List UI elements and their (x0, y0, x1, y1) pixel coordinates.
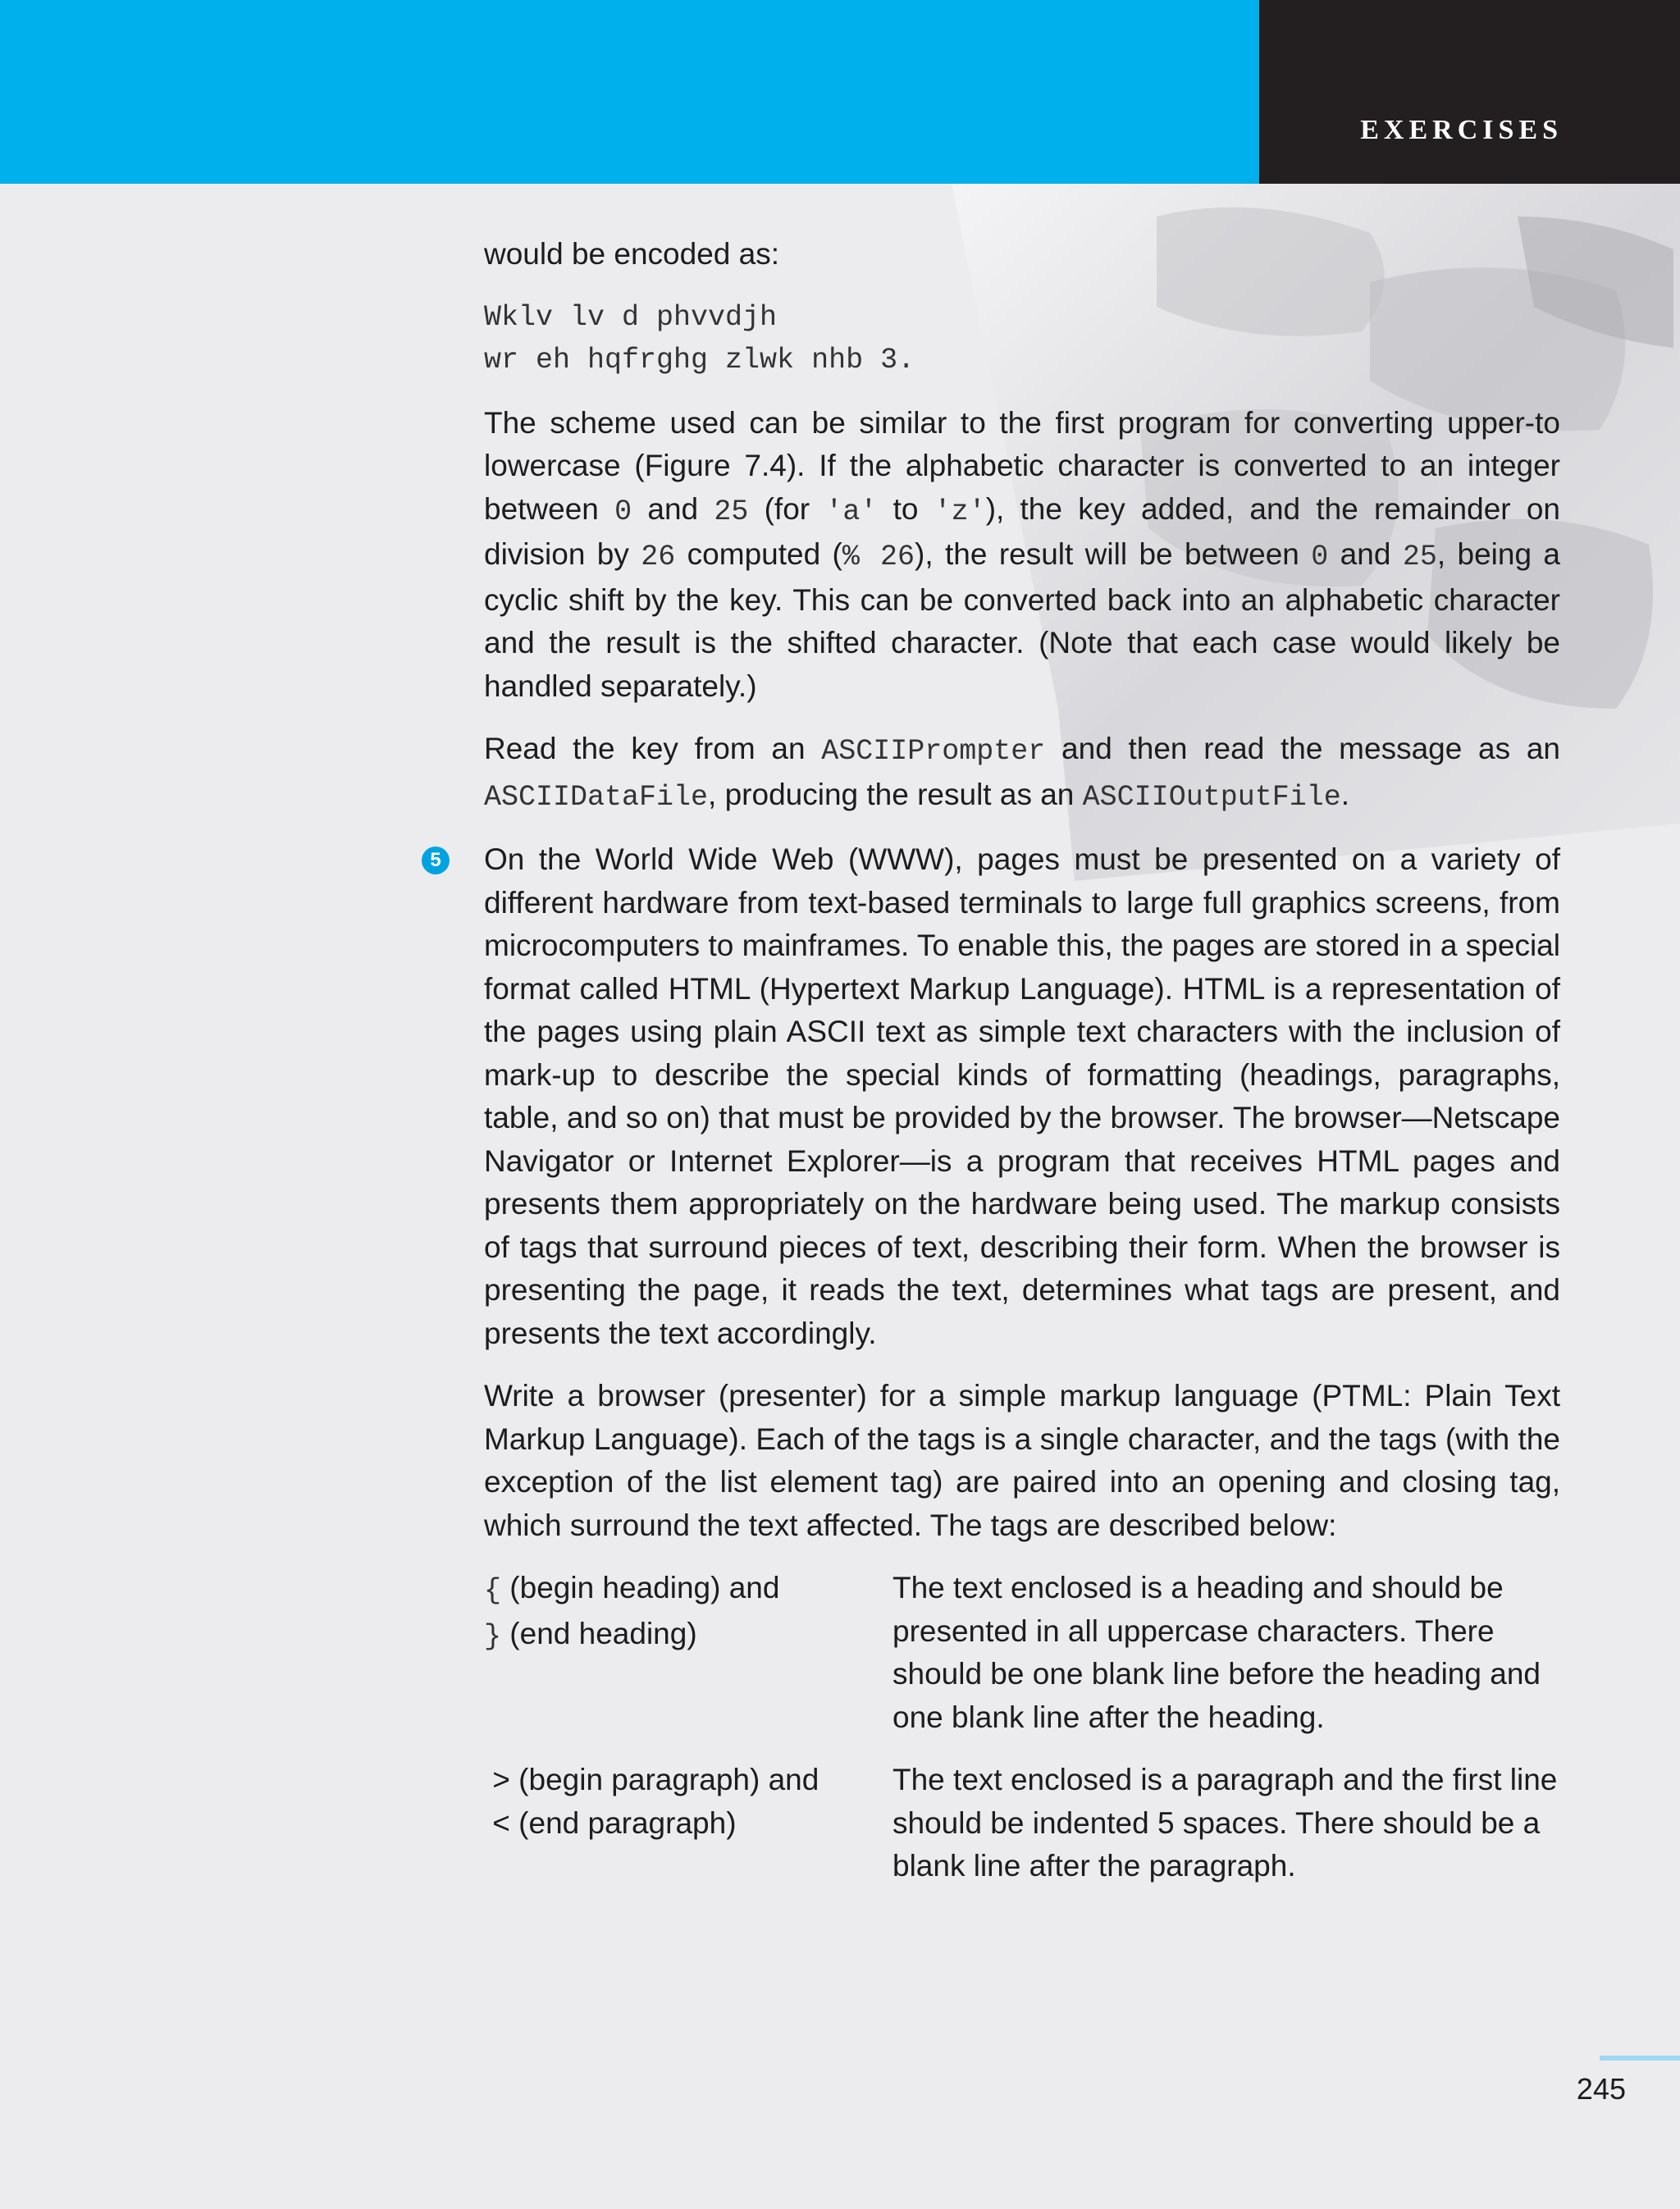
code-run: 'a' (825, 495, 878, 528)
text-run: ), the key added, and the remainder on division by (484, 491, 1560, 571)
page-content (430, 233, 1560, 1888)
tag-label: (end heading) (501, 1616, 697, 1650)
exercise-5-text: On the World Wide Web (WWW), pages must be presented on a variety of different hardware from text-based terminals to large full graphics screens, from microcomputers to mainframes. To enable this, the pages are stored in a special format called HTML (Hypertext Markup Language). HTML is a representation of the pages using plain ASCII text as simple text characters with the inclusion of mark-up to describe the special kinds of formatting (headings, paragraphs, table, and so on) that must be provided by the browser. The browser—Netscape Navigator or Internet Explorer—is a program that receives HTML pages and presents them appropriately on the hardware being used. The markup consists of tags that surround pieces of text, describing their form. When the browser is presenting the page, it reads the text, determines what tags are present, and presents the text accordingly. (484, 842, 1560, 1350)
header-blue-band (0, 0, 1259, 184)
text-run: Read the key from an (484, 732, 822, 765)
tag-label: (begin heading) and (501, 1571, 780, 1604)
tag-term-heading (484, 1567, 892, 1739)
scheme-paragraph (484, 402, 1560, 709)
section-label: EXERCISES (1360, 115, 1563, 145)
exercise-number-badge: 5 (422, 847, 450, 874)
page-number-rule (1600, 2056, 1680, 2061)
tag-label: (begin paragraph) and (509, 1763, 819, 1796)
text-run: . (1340, 777, 1350, 811)
text-run: (for (748, 491, 826, 526)
code-run: 26 (641, 541, 676, 573)
io-paragraph (484, 728, 1560, 819)
ptml-paragraph: Write a browser (presenter) for a simple markup language (PTML: Plain Text Markup Language). Each of the tags is a single character, and the tags (with the exception of the list element tag) are paired into an opening and closing tag, which surround the text affected. The tags are described below: (484, 1379, 1560, 1542)
code-run: 0 (1311, 541, 1329, 573)
text-run: computed ( (675, 537, 842, 571)
tag-symbol: } (484, 1619, 502, 1653)
tag-definitions (484, 1567, 1560, 1888)
code-run: ASCIIPrompter (821, 735, 1046, 768)
encoded-line-1: Wklv lv d phvvdjh (484, 300, 778, 334)
code-run: % 26 (842, 541, 915, 573)
tag-symbol: < (492, 1805, 510, 1840)
page-number: 245 (1576, 2072, 1626, 2106)
encoded-line-2: wr eh hqfrghg zlwk nhb 3. (484, 344, 915, 377)
code-run: 'z' (934, 495, 986, 528)
text-run: to (877, 491, 934, 526)
text-run: ), the result will be between (915, 537, 1312, 571)
text-run: and (1328, 537, 1403, 571)
encoded-example (484, 296, 1560, 382)
exercise-5 (430, 838, 1560, 1355)
code-run: ASCIIDataFile (484, 780, 709, 814)
tag-symbol: > (492, 1763, 510, 1796)
text-run: and then read the message as an (1045, 732, 1560, 765)
text-run: The scheme used can be similar to the first program for converting upper-to lowercase (Figure 7.4). If the alphabetic character is converted to an integer between (484, 405, 1560, 526)
tag-description-paragraph: The text enclosed is a paragraph and the first line should be indented 5 spaces. There should be a blank line after the paragraph. (892, 1763, 1558, 1883)
code-run: 25 (1402, 541, 1437, 573)
code-run: ASCIIOutputFile (1082, 780, 1341, 814)
intro-text: would be encoded as: (484, 237, 779, 271)
tag-symbol: { (484, 1574, 502, 1607)
tag-description-heading: The text enclosed is a heading and should be presented in all uppercase characters. There should be one blank line before the heading and one blank line after the heading. (892, 1571, 1541, 1734)
code-run: 0 (614, 495, 632, 528)
header-dark-band (1259, 0, 1680, 184)
text-run: and (632, 491, 714, 526)
text-run: , producing the result as an (708, 777, 1083, 811)
tag-term-paragraph (484, 1759, 892, 1888)
text-run: , being a cyclic shift by the key. This can be converted back into an alphabetic character and the result is the shifted character. (Note that each case would likely be handled separately.) (484, 537, 1560, 703)
tag-label: (end paragraph) (509, 1805, 737, 1840)
code-run: 25 (714, 495, 749, 528)
